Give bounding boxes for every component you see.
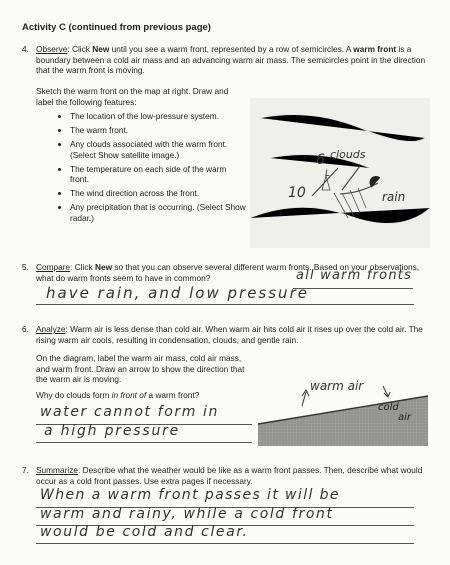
list-item: • The warm front. xyxy=(70,125,246,135)
warm-air-label: warm air xyxy=(310,379,364,393)
answer-6-line-1: water cannot form in xyxy=(40,404,219,420)
question-6: 6. Analyze: Warm air is less dense than cold air. When warm air hits cold air it rises up over the cold air. The rising warm air cools, resulting in condensation, clouds, and gentle rain. xyxy=(22,324,423,345)
answer-7-line-3: would be cold and clear. xyxy=(40,524,249,540)
diagram-instructions: On the diagram, label the warm air mass, cold air mass, and warm front. Draw an arrow to show the direction that the warm air is moving. xyxy=(36,353,245,384)
answer-6-line-2: a high pressure xyxy=(44,423,181,439)
warm-front-term: warm front xyxy=(353,44,397,54)
temp-label: 6 xyxy=(316,152,325,168)
page-heading: Activity C (continued from previous page) xyxy=(22,22,211,33)
question-number: 7. xyxy=(22,465,29,475)
why-question: Why do clouds form in front of a warm front? xyxy=(36,390,200,400)
sketch-instructions: Sketch the warm front on the map at right. Draw and label the following features: • The location of the low-pressure system. • The warm front. • Any clouds associated with the warm front. (Select Show satellite image.) • The temperature on each side of the warm front. • The wind direction across the front. • Any precipitation that is occurring. (Select Show radar.) xyxy=(36,86,246,227)
question-number: 5. xyxy=(22,262,29,272)
cold-air-label: air xyxy=(398,412,412,423)
list-item: • The wind direction across the front. xyxy=(70,188,246,198)
question-number: 6. xyxy=(22,324,29,334)
wedge-diagram xyxy=(258,358,428,446)
feature-list xyxy=(36,111,246,223)
question-number: 4. xyxy=(22,44,29,54)
list-item: • Any precipitation that is occurring. (Select Show radar.) xyxy=(70,202,246,222)
low-pressure-label: L xyxy=(325,169,331,179)
warm-front-sketch xyxy=(250,98,430,248)
answer-7-line-1: When a warm front passes it will be xyxy=(40,487,340,503)
list-item: • The temperature on each side of the warm front. xyxy=(70,164,246,184)
clouds-label: clouds xyxy=(330,148,366,161)
question-4: 4. Observe: Click New until you see a warm front, represented by a row of semicircles. A warm front is a boundary between a cold air mass and an advancing warm air mass. The semicircles point in the direction that the warm front is moving. xyxy=(22,44,426,75)
answer-7-line-2: warm and rainy, while a cold front xyxy=(40,506,334,522)
answer-5-line-2: have rain, and low pressure xyxy=(46,284,309,302)
question-label: Observe xyxy=(36,44,68,54)
answer-5-line-1: all warm fronts xyxy=(296,268,413,283)
answer-line xyxy=(36,304,414,305)
question-label: Analyze xyxy=(36,324,66,334)
list-item: • Any clouds associated with the warm front. (Select Show satellite image.) xyxy=(70,139,246,159)
answer-line xyxy=(36,543,414,544)
temp-label: 10 xyxy=(288,185,306,201)
question-label: Compare xyxy=(36,262,71,272)
question-5: 5. Compare: Click New so that you can observe several different warm fronts. Based on your observations, what do warm fronts seem to have in common? xyxy=(22,262,420,283)
warm-front-diagram xyxy=(258,358,428,446)
question-label: Summarize xyxy=(36,465,78,475)
list-item: • The location of the low-pressure system. xyxy=(70,111,246,121)
question-7: 7. Summarize: Describe what the weather would be like as a warm front passes. Then, describe what would occur as a cold front passes. Use extra pages if necessary. xyxy=(22,465,423,486)
answer-line xyxy=(36,442,252,443)
cold-air-label: cold xyxy=(378,402,399,413)
sketch-map xyxy=(250,98,430,248)
answer-line xyxy=(293,288,413,289)
rain-label: rain xyxy=(382,190,406,204)
